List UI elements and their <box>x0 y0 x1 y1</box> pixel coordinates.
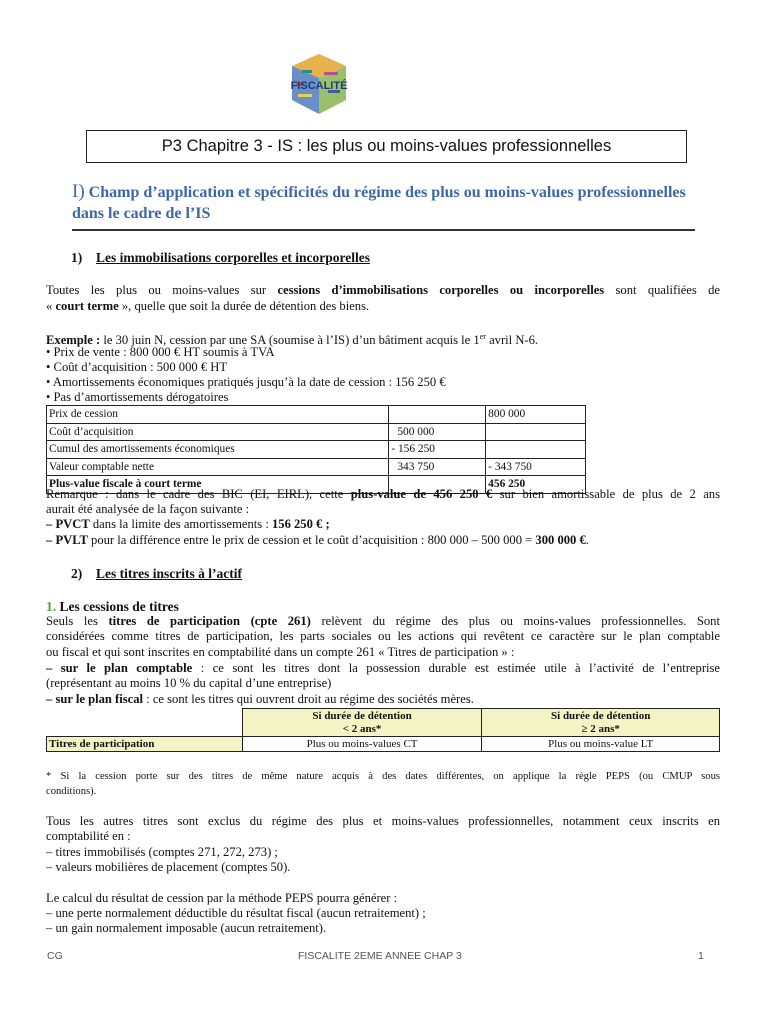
header-less-2-years <box>242 709 482 737</box>
remark-line-1 <box>46 487 720 503</box>
titres-p1-line-2: considérées comme titres de participation, les parts sociales ou les actions qui revêtent ce caractère sur le plan comptable <box>46 629 720 643</box>
exemple-end: avril N-6. <box>485 333 539 348</box>
cessions-title: Les cessions de titres <box>56 599 179 614</box>
p2-line-3: – titres immobilisés (comptes 271, 272, 273) ; <box>46 845 278 859</box>
p1-bold: titres de participation (cpte 261) <box>108 614 311 628</box>
plan-fiscal-label: – sur le plan fiscal <box>46 692 144 706</box>
table-cell: Plus-value fiscale à court terme <box>47 476 389 494</box>
row-label: Titres de participation <box>47 737 243 752</box>
subsection-1-heading <box>71 250 370 266</box>
table-cell: Coût d’acquisition <box>47 423 389 441</box>
pvlt-text: pour la différence entre le prix de cession et le coût d’acquisition : 800 000 – 500 000 = <box>87 533 536 547</box>
court-terme-bold: court terme <box>55 299 119 313</box>
table-cell: - 156 250 <box>389 441 486 459</box>
intro2-end: », quelle que soit la durée de détention des biens. <box>118 299 370 313</box>
section-heading-text: Champ d’application et spécificités du régime des plus ou moins-values professionnelles dans le cadre de l’IS <box>72 184 686 222</box>
intro-text-end: sont qualifiées de <box>604 283 720 297</box>
subsection-2-title: Les titres inscrits à l’actif <box>96 566 242 581</box>
plan-fiscal-text: : ce sont les titres qui ouvrent droit au régime des sociétés mères. <box>143 692 474 706</box>
table-cell: 500 000 <box>389 423 486 441</box>
subsection-1-title: Les immobilisations corporelles et incorporelles <box>96 250 370 265</box>
p1-text: Seuls les <box>46 614 109 628</box>
bullet-3: • Amortissements économiques pratiqués jusqu’à la date de cession : 156 250 € <box>46 375 446 389</box>
bullet-4: • Pas d’amortissements dérogatoires <box>46 390 229 404</box>
bullet-1: • Prix de vente : 800 000 € HT soumis à TVA <box>46 345 275 359</box>
table-cell: Plus ou moins-values CT <box>242 737 482 752</box>
table-cell: - 343 750 <box>486 458 586 476</box>
pvct-label: – PVCT <box>46 517 90 531</box>
fiscalite-logo <box>288 52 350 118</box>
section-heading <box>72 181 692 224</box>
table-row <box>47 423 586 441</box>
remark-bold: plus-value de 456 250 € <box>350 487 493 501</box>
remark-end: sur bien amortissable de plus de 2 ans <box>492 487 720 501</box>
cessions-number: 1. <box>46 599 57 614</box>
table-cell: 800 000 <box>486 406 586 424</box>
subsection-1-number: 1) <box>71 250 83 265</box>
footer-page-number: 1 <box>698 950 704 962</box>
table-cell: Valeur comptable nette <box>47 458 389 476</box>
table-cell: Prix de cession <box>47 406 389 424</box>
p2-line-1: Tous les autres titres sont exclus du régime des plus et moins-values professionnelles, notamment ceux inscrits en <box>46 814 720 828</box>
section-number: I) <box>72 181 85 202</box>
plan-comptable-label: – sur le plan comptable <box>46 661 193 675</box>
page-title <box>86 130 687 163</box>
remark-text: Remarque : dans le cadre des BIC (EI, EIRL), cette <box>46 487 351 501</box>
table-corner-cell <box>47 709 243 737</box>
cessions-heading <box>46 599 720 615</box>
p3-line-3: – un gain normalement imposable (aucun retraitement). <box>46 921 327 935</box>
table-cell: 343 750 <box>389 458 486 476</box>
table-row <box>47 441 586 459</box>
bullet-2: • Coût d’acquisition : 500 000 € HT <box>46 360 228 374</box>
plan-comptable-line-2: (représentant au moins 10 % du capital d’une entreprise) <box>46 676 332 690</box>
intro-line-2 <box>46 299 720 315</box>
subsection-2-heading <box>71 566 242 582</box>
footer-center: FISCALITE 2EME ANNEE CHAP 3 <box>298 950 462 962</box>
footer-left: CG <box>47 950 63 962</box>
quote-open: « <box>46 299 56 313</box>
intro-bold: cessions d’immobilisations corporelles ou incorporelles <box>277 283 605 297</box>
table-header-row <box>47 709 720 737</box>
pvlt-label: – PVLT <box>46 533 88 547</box>
p3-line-2: – une perte normalement déductible du résultat fiscal (aucun retraitement) ; <box>46 906 426 920</box>
plan-comptable-text: : ce sont les titres dont la possession durable est estimée utile à l’activité de l’entreprise <box>192 661 721 675</box>
titres-p1-line-1 <box>46 614 720 630</box>
pvlt-line <box>46 533 720 549</box>
table-row <box>47 406 586 424</box>
subsection-2-number: 2) <box>71 566 83 581</box>
pvct-line <box>46 517 720 533</box>
table-row <box>47 737 720 752</box>
table-cell <box>389 406 486 424</box>
exemple-text: le 30 juin N, cession par une SA (soumise à l’IS) d’un bâtiment acquis le 1 <box>100 333 480 348</box>
footnote-line-1: * Si la cession porte sur des titres de même nature acquis à des dates différentes, on applique la règle PEPS (ou CMUP sous <box>46 771 720 782</box>
table-row <box>47 458 586 476</box>
table-cell <box>486 423 586 441</box>
pvlt-end: . <box>585 533 589 547</box>
plan-comptable-line <box>46 661 720 677</box>
pvct-value: 156 250 € ; <box>271 517 330 531</box>
table-cell <box>486 441 586 459</box>
header-2-line-1: Si durée de détention <box>551 709 651 722</box>
header-2-line-2: ≥ 2 ans* <box>581 722 620 735</box>
plan-fiscal-line <box>46 692 720 708</box>
exemple-label: Exemple : <box>46 333 101 348</box>
table-cell: 456 250 <box>486 476 586 494</box>
remark-line-2: aurait été analysée de la façon suivante : <box>46 502 250 516</box>
footnote-line-2: conditions). <box>46 786 97 797</box>
exemple-sup: er <box>479 332 486 341</box>
p2-line-2: comptabilité en : <box>46 829 131 843</box>
intro-line-1 <box>46 283 720 299</box>
p1-end: relèvent du régime des plus ou moins-values professionnelles. Sont <box>310 614 720 628</box>
titres-table <box>46 708 720 752</box>
pvct-text: dans la limite des amortissements : <box>89 517 272 531</box>
page-title-text: P3 Chapitre 3 - IS : les plus ou moins-values professionnelles <box>161 137 612 155</box>
table-cell: Plus ou moins-value LT <box>482 737 720 752</box>
pvlt-value: 300 000 € <box>535 533 586 547</box>
table-cell: Cumul des amortissements économiques <box>47 441 389 459</box>
header-1-line-1: Si durée de détention <box>312 709 412 722</box>
p2-line-4: – valeurs mobilières de placement (comptes 50). <box>46 860 291 874</box>
calculation-table <box>46 405 586 494</box>
header-more-2-years <box>482 709 720 737</box>
svg-text:FISCALITÉ: FISCALITÉ <box>290 80 348 92</box>
section-divider <box>72 229 695 231</box>
p3-line-1: Le calcul du résultat de cession par la méthode PEPS pourra générer : <box>46 891 398 905</box>
header-1-line-2: < 2 ans* <box>342 722 382 735</box>
titres-p1-line-3: ou fiscal et qui sont inscrites en comptabilité dans un compte 261 « Titres de participation » : <box>46 645 515 659</box>
intro-text: Toutes les plus ou moins-values sur <box>46 283 278 297</box>
